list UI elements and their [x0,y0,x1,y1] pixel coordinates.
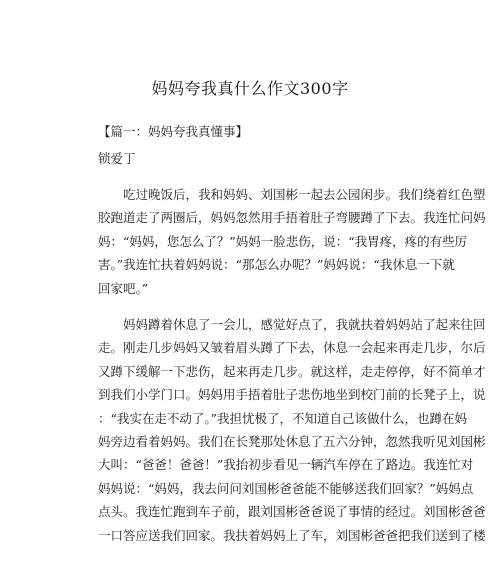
author-name: 锁爱丁 [98,151,136,166]
paragraph-line: 点头。我连忙跑到车子前，跟刘国彬爸爸说了事情的经过。刘国彬爸爸 [98,504,486,520]
paragraph-line: 大叫：“爸爸！爸爸！”我抬初步看见一辆汽车停在了路边。我连忙对 [98,457,474,473]
paragraph-line: 妈旁边看着妈妈。我们在长凳那处休息了五六分钟，忽然我听见刘国彬 [98,433,486,449]
paragraph-line: 一口答应送我们回家。我扶着妈妈上了车，刘国彬爸爸把我们送到了楼 [98,527,486,543]
paragraph-line: 走。刚走几步妈妈又皱着眉头蹲了下去，休息一会起来再走几步，尔后 [98,340,486,356]
paragraph-line: ：“我实在走不动了。”我担忧极了，不知道自己该做什么，也蹲在妈 [98,410,468,426]
paragraph-line: 妈：“妈妈，您怎么了？”妈妈一脸悲伤，说：“我胃疼，疼的有些厉 [98,233,468,249]
paragraph-1 [98,183,486,300]
document-title: 妈妈夸我真什么作文300字 [151,79,349,98]
paragraph-line: 胶跑道走了两圈后，妈妈忽然用手捂着肚子弯腰蹲了下去。我连忙问妈 [98,210,486,226]
paragraph-line: 到我们小学门口。妈妈用手捂着肚子悲伤地坐到校门前的长凳子上，说 [98,387,486,403]
section-heading: 【篇一：妈妈夸我真懂事】 [98,124,249,139]
paragraph-line: 又蹲下缓解一下悲伤，起来再走几步。就这样，走走停停，好不简单才 [98,363,486,379]
paragraph-2 [98,313,486,547]
paragraph-line: 妈妈说：“妈妈，我去问问刘国彬爸爸能不能够送我们回家？”妈妈点 [98,480,474,496]
paragraph-line: 回家吧。” [98,280,149,296]
paragraph-line: 害。”我连忙扶着妈妈说：“那怎么办呢？”妈妈说：“我休息一下就 [98,257,455,273]
paragraph-line: 吃过晚饭后，我和妈妈、刘国彬一起去公园闲步。我们绕着红色塑 [98,187,486,202]
paragraph-line: 妈妈蹲着休息了一会儿，感觉好点了，我就扶着妈妈站了起来往回 [98,317,486,332]
